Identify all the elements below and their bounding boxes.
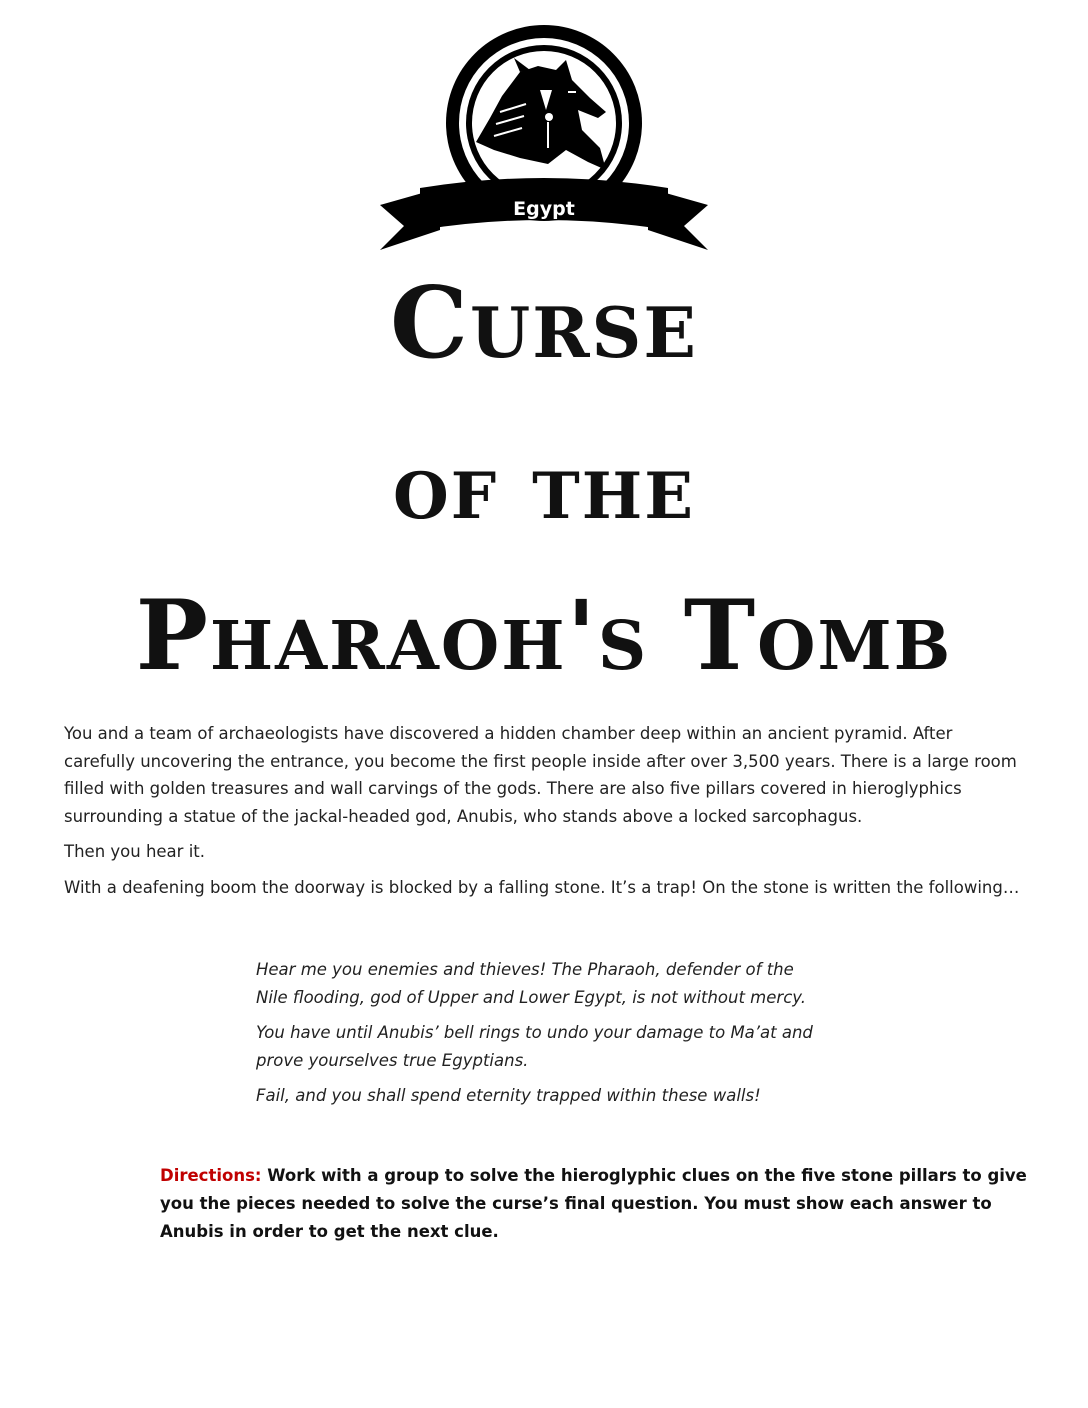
- directions-text: Work with a group to solve the hieroglyphic clues on the five stone pillars to give you the pieces needed to solve the curse’s final question. You must show each answer to Anubis in order to get the next clue.: [160, 1166, 1027, 1241]
- inscription-paragraph-3: Fail, and you shall spend eternity trapped within these walls!: [256, 1086, 761, 1105]
- egypt-logo: [0, 0, 1088, 270]
- title-line-2: of the: [392, 432, 696, 540]
- stone-inscription: [256, 956, 816, 1118]
- title-line-1: Curse: [390, 266, 698, 381]
- intro-paragraph-2: Then you hear it.: [64, 842, 205, 861]
- intro-paragraph-3: With a deafening boom the doorway is blocked by a falling stone. It’s a trap! On the stone is written the following…: [64, 877, 1020, 897]
- inscription-paragraph-2: You have until Anubis’ bell rings to undo your damage to Ma’at and prove yourselves true Egyptians.: [256, 1023, 813, 1070]
- logo-banner-text: Egypt: [513, 198, 575, 220]
- inscription-paragraph-1: Hear me you enemies and thieves! The Pharaoh, defender of the Nile flooding, god of Upper and Lower Egypt, is not without mercy.: [256, 960, 806, 1007]
- intro-paragraph-1: You and a team of archaeologists have discovered a hidden chamber deep within an ancient pyramid. After carefully uncovering the entrance, you become the first people inside after over 3,500 years. There is a large room filled with golden treasures and wall carvings of the gods. There are also five pillars covered in hieroglyphics surrounding a statue of the jackal-headed god, Anubis, who stands above a locked sarcophagus.: [64, 724, 1017, 826]
- title-line-3: Pharaoh's Tomb: [135, 579, 953, 692]
- intro-text: [64, 720, 1024, 909]
- directions-label: Directions:: [160, 1166, 262, 1185]
- directions: [160, 1162, 1030, 1246]
